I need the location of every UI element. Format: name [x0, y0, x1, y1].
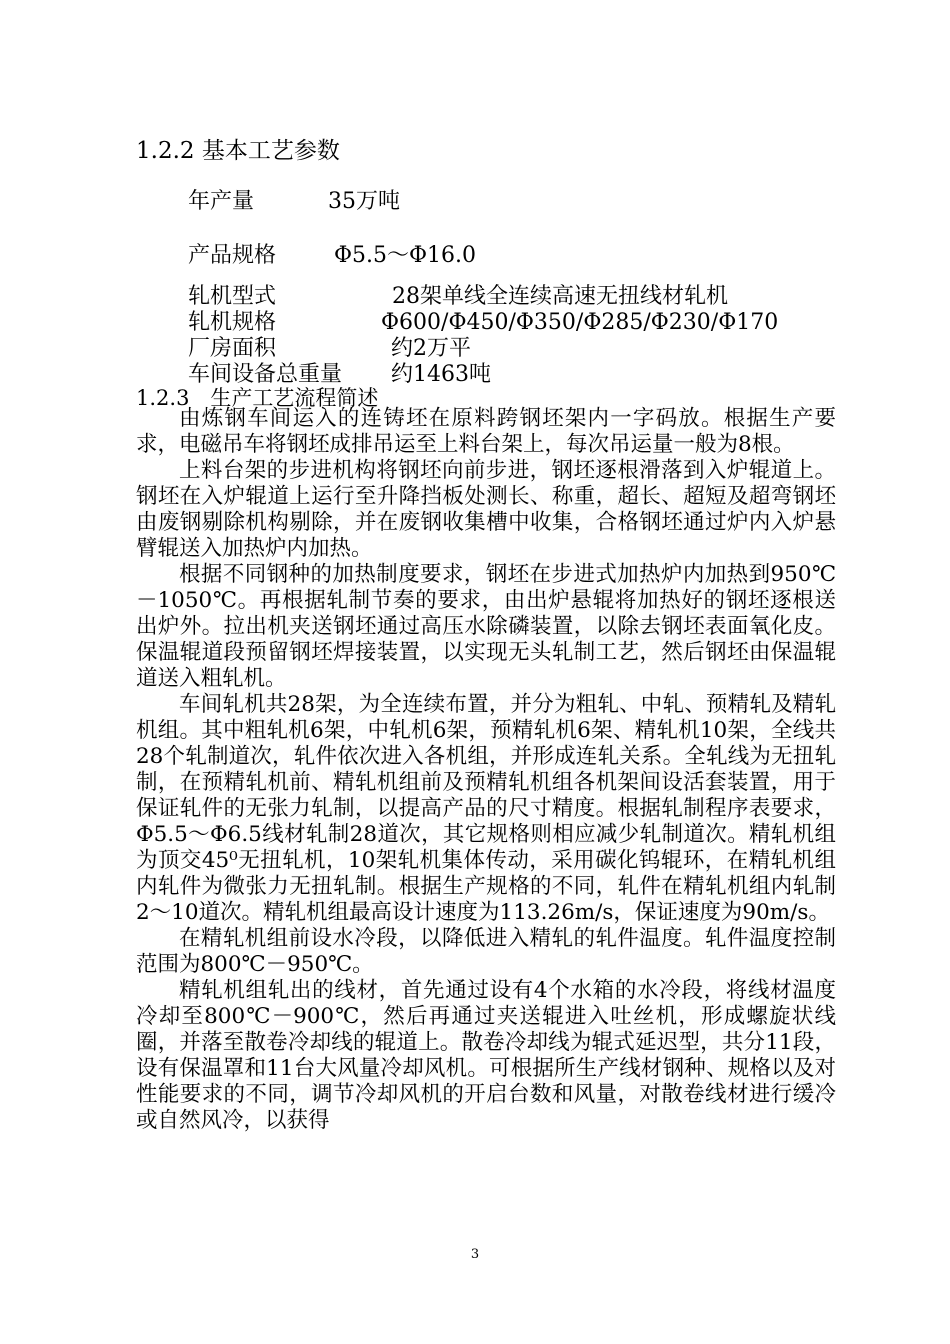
paragraph-rolling-mills: 车间轧机共28架，为全连续布置，并分为粗轧、中轧、预精轧及精轧机组。其中粗轧机6架，中轧机6架，预精轧机6架、精轧机10架，全线共28个轧制道次，轧件依次进入各机组，并形成连轧关系。全轧线为无扭轧制，在预精轧机前、精轧机组前及预精轧机组各机架间设活套装置，用于保证轧件的无张力轧制，以提高产品的尺寸精度。根据轧制程序表要求，Φ5.5～Φ6.5线材轧制28道次，其它规格则相应减少轧制道次。精轧机组为顶交45⁰无扭轧机，10架轧机集体传动，采用碳化钨辊环，在精轧机组内轧件为微张力无扭轧制。根据生产规格的不同，轧件在精轧机组内轧制2～10道次。精轧机组最高设计速度为113.26m/s，保证速度为90m/s。: [136, 692, 836, 925]
param-label: 轧机规格: [188, 310, 277, 335]
param-value: Φ5.5～Φ16.0: [334, 243, 477, 268]
subsection-heading: 1.2.3 生产工艺流程简述: [136, 386, 379, 410]
param-value: 35万吨: [328, 189, 400, 214]
param-label: 产品规格: [188, 243, 277, 268]
param-label: 年产量: [188, 189, 255, 214]
param-row-annual-output: [188, 188, 400, 216]
param-row-mill-spec: [188, 309, 779, 337]
param-value: 约1463吨: [391, 362, 491, 387]
page-number: 3: [470, 1247, 480, 1262]
param-value: 28架单线全连续高速无扭线材轧机: [392, 284, 728, 309]
process-description: [136, 406, 836, 1134]
paragraph-charging: 上料台架的步进机构将钢坯向前步进，钢坯逐根滑落到入炉辊道上。钢坯在入炉辊道上运行至升降挡板处测长、称重，超长、超短及超弯钢坯由废钢剔除机构剔除，并在废钢收集槽中收集，合格钢坯通过炉内入炉悬臂辊送入加热炉内加热。: [136, 458, 836, 561]
param-label: 厂房面积: [188, 336, 277, 361]
param-row-product-spec: [188, 242, 477, 270]
param-value: Φ600/Φ450/Φ350/Φ285/Φ230/Φ170: [381, 310, 779, 335]
section-heading: 1.2.2 基本工艺参数: [136, 138, 340, 164]
paragraph-coil-cooling: 精轧机组轧出的线材，首先通过设有4个水箱的水冷段，将线材温度冷却至800℃－900℃，然后再通过夹送辊进入吐丝机，形成螺旋状线圈，并落至散卷冷却线的辊道上。散卷冷却线为辊式延迟型，共分11段，设有保温罩和11台大风量冷却风机。可根据所生产线材钢种、规格以及对性能要求的不同，调节冷却风机的开启台数和风量，对散卷线材进行缓冷或自然风冷，以获得: [136, 978, 836, 1133]
paragraph-heating: 根据不同钢种的加热制度要求，钢坯在步进式加热炉内加热到950℃－1050℃。再根据轧制节奏的要求，由出炉悬辊将加热好的钢坯逐根送出炉外。拉出机夹送钢坯通过高压水除磷装置，以除去钢坯表面氧化皮。保温辊道段预留钢坯焊接装置，以实现无头轧制工艺，然后钢坯由保温辊道送入粗轧机。: [136, 562, 836, 691]
param-label: 轧机型式: [188, 284, 277, 309]
paragraph-water-cooling: 在精轧机组前设水冷段，以降低进入精轧的轧件温度。轧件温度控制范围为800℃－950℃。: [136, 926, 836, 977]
paragraph-billet-storage: 由炼钢车间运入的连铸坯在原料跨钢坯架内一字码放。根据生产要求，电磁吊车将钢坯成排吊运至上料台架上，每次吊运量一般为8根。: [136, 406, 836, 457]
param-value: 约2万平: [391, 336, 471, 361]
param-row-mill-type: [188, 283, 728, 311]
param-label: 车间设备总重量: [188, 362, 343, 387]
param-row-plant-area: [188, 335, 471, 363]
